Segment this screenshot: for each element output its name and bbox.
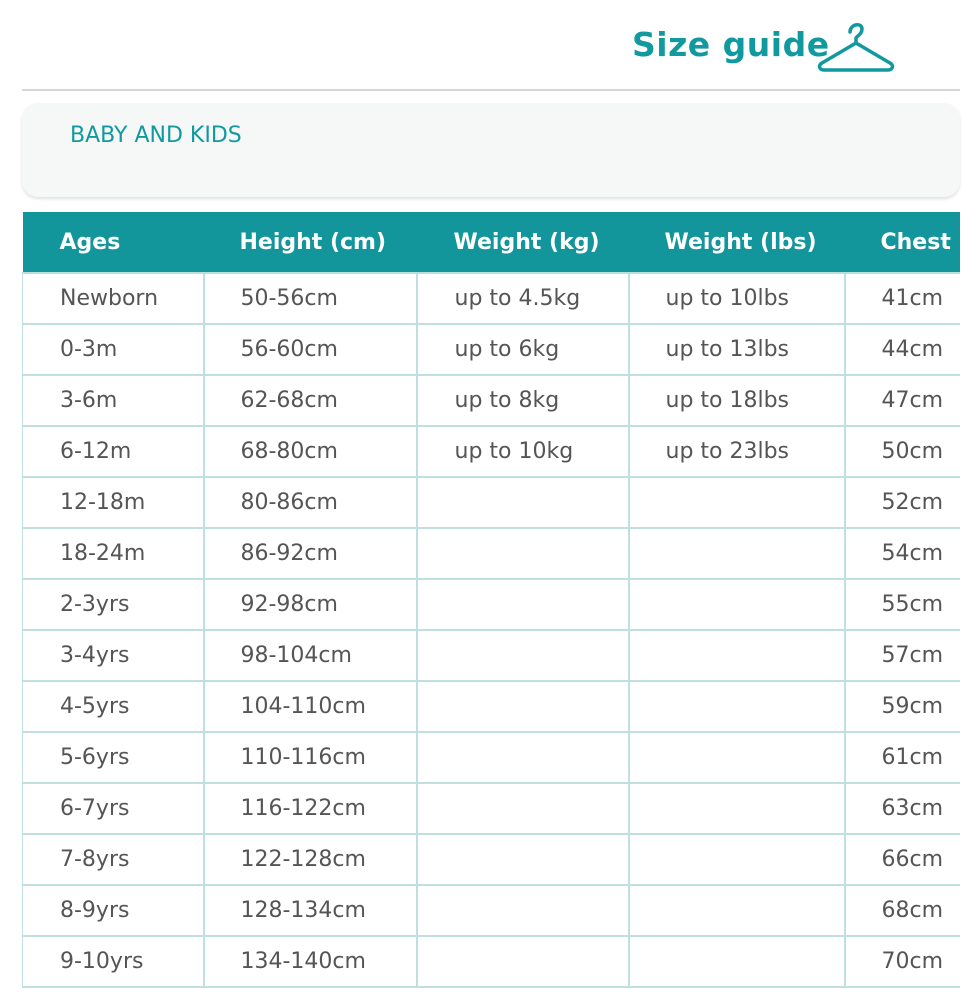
table-row <box>23 936 961 987</box>
cell-weight-lbs <box>629 936 845 987</box>
column-header-chest: Chest <box>845 212 961 273</box>
cell-chest: 66cm <box>845 834 961 885</box>
cell-weight-lbs <box>629 579 845 630</box>
cell-height: 92-98cm <box>204 579 417 630</box>
size-guide-header <box>0 0 980 90</box>
table-row <box>23 783 961 834</box>
cell-age: 18-24m <box>23 528 204 579</box>
cell-weight-lbs <box>629 732 845 783</box>
size-table <box>22 212 960 988</box>
cell-chest: 47cm <box>845 375 961 426</box>
table-header-row <box>23 212 961 273</box>
cell-weight-lbs <box>629 681 845 732</box>
table-row <box>23 630 961 681</box>
cell-weight-lbs <box>629 630 845 681</box>
table-row <box>23 477 961 528</box>
cell-weight-kg <box>417 528 629 579</box>
column-header-ages: Ages <box>23 212 204 273</box>
table-row <box>23 579 961 630</box>
cell-height: 62-68cm <box>204 375 417 426</box>
cell-height: 98-104cm <box>204 630 417 681</box>
cell-chest: 57cm <box>845 630 961 681</box>
cell-chest: 41cm <box>845 273 961 324</box>
cell-height: 80-86cm <box>204 477 417 528</box>
cell-chest: 54cm <box>845 528 961 579</box>
cell-weight-kg <box>417 579 629 630</box>
cell-height: 134-140cm <box>204 936 417 987</box>
table-row <box>23 324 961 375</box>
column-header-weight-kg: Weight (kg) <box>417 212 629 273</box>
cell-height: 128-134cm <box>204 885 417 936</box>
cell-weight-lbs <box>629 477 845 528</box>
cell-weight-lbs <box>629 834 845 885</box>
table-row <box>23 834 961 885</box>
category-label: BABY AND KIDS <box>70 123 242 148</box>
hanger-icon <box>816 18 896 74</box>
cell-age: 0-3m <box>23 324 204 375</box>
table-body <box>23 273 961 987</box>
category-panel[interactable] <box>22 103 960 197</box>
cell-weight-kg <box>417 834 629 885</box>
cell-age: 3-4yrs <box>23 630 204 681</box>
cell-weight-kg: up to 8kg <box>417 375 629 426</box>
cell-weight-lbs <box>629 528 845 579</box>
cell-chest: 44cm <box>845 324 961 375</box>
cell-height: 56-60cm <box>204 324 417 375</box>
table-row <box>23 681 961 732</box>
page-title: Size guide <box>632 25 830 64</box>
size-table-container <box>22 212 960 1005</box>
cell-age: 6-7yrs <box>23 783 204 834</box>
cell-weight-lbs: up to 23lbs <box>629 426 845 477</box>
cell-height: 86-92cm <box>204 528 417 579</box>
cell-age: 4-5yrs <box>23 681 204 732</box>
cell-weight-lbs <box>629 885 845 936</box>
cell-chest: 59cm <box>845 681 961 732</box>
cell-weight-kg <box>417 732 629 783</box>
table-row <box>23 732 961 783</box>
cell-chest: 50cm <box>845 426 961 477</box>
cell-age: 9-10yrs <box>23 936 204 987</box>
column-header-height: Height (cm) <box>204 212 417 273</box>
cell-age: 8-9yrs <box>23 885 204 936</box>
cell-weight-kg: up to 4.5kg <box>417 273 629 324</box>
cell-age: 7-8yrs <box>23 834 204 885</box>
cell-age: 5-6yrs <box>23 732 204 783</box>
cell-weight-lbs: up to 18lbs <box>629 375 845 426</box>
cell-weight-kg <box>417 477 629 528</box>
cell-height: 68-80cm <box>204 426 417 477</box>
cell-weight-kg: up to 10kg <box>417 426 629 477</box>
cell-chest: 68cm <box>845 885 961 936</box>
cell-age: 12-18m <box>23 477 204 528</box>
cell-weight-lbs: up to 10lbs <box>629 273 845 324</box>
table-row <box>23 273 961 324</box>
cell-weight-kg <box>417 885 629 936</box>
column-header-weight-lbs: Weight (lbs) <box>629 212 845 273</box>
cell-chest: 70cm <box>845 936 961 987</box>
cell-weight-kg: up to 6kg <box>417 324 629 375</box>
cell-weight-kg <box>417 681 629 732</box>
cell-chest: 52cm <box>845 477 961 528</box>
cell-weight-kg <box>417 630 629 681</box>
cell-weight-lbs: up to 13lbs <box>629 324 845 375</box>
cell-height: 50-56cm <box>204 273 417 324</box>
cell-height: 122-128cm <box>204 834 417 885</box>
cell-age: 2-3yrs <box>23 579 204 630</box>
cell-age: 3-6m <box>23 375 204 426</box>
cell-height: 104-110cm <box>204 681 417 732</box>
cell-age: 6-12m <box>23 426 204 477</box>
header-divider <box>22 89 960 91</box>
cell-height: 116-122cm <box>204 783 417 834</box>
table-row <box>23 375 961 426</box>
cell-chest: 63cm <box>845 783 961 834</box>
cell-chest: 61cm <box>845 732 961 783</box>
cell-age: Newborn <box>23 273 204 324</box>
cell-weight-lbs <box>629 783 845 834</box>
table-row <box>23 528 961 579</box>
table-row <box>23 885 961 936</box>
table-row <box>23 426 961 477</box>
cell-weight-kg <box>417 936 629 987</box>
cell-chest: 55cm <box>845 579 961 630</box>
cell-height: 110-116cm <box>204 732 417 783</box>
cell-weight-kg <box>417 783 629 834</box>
